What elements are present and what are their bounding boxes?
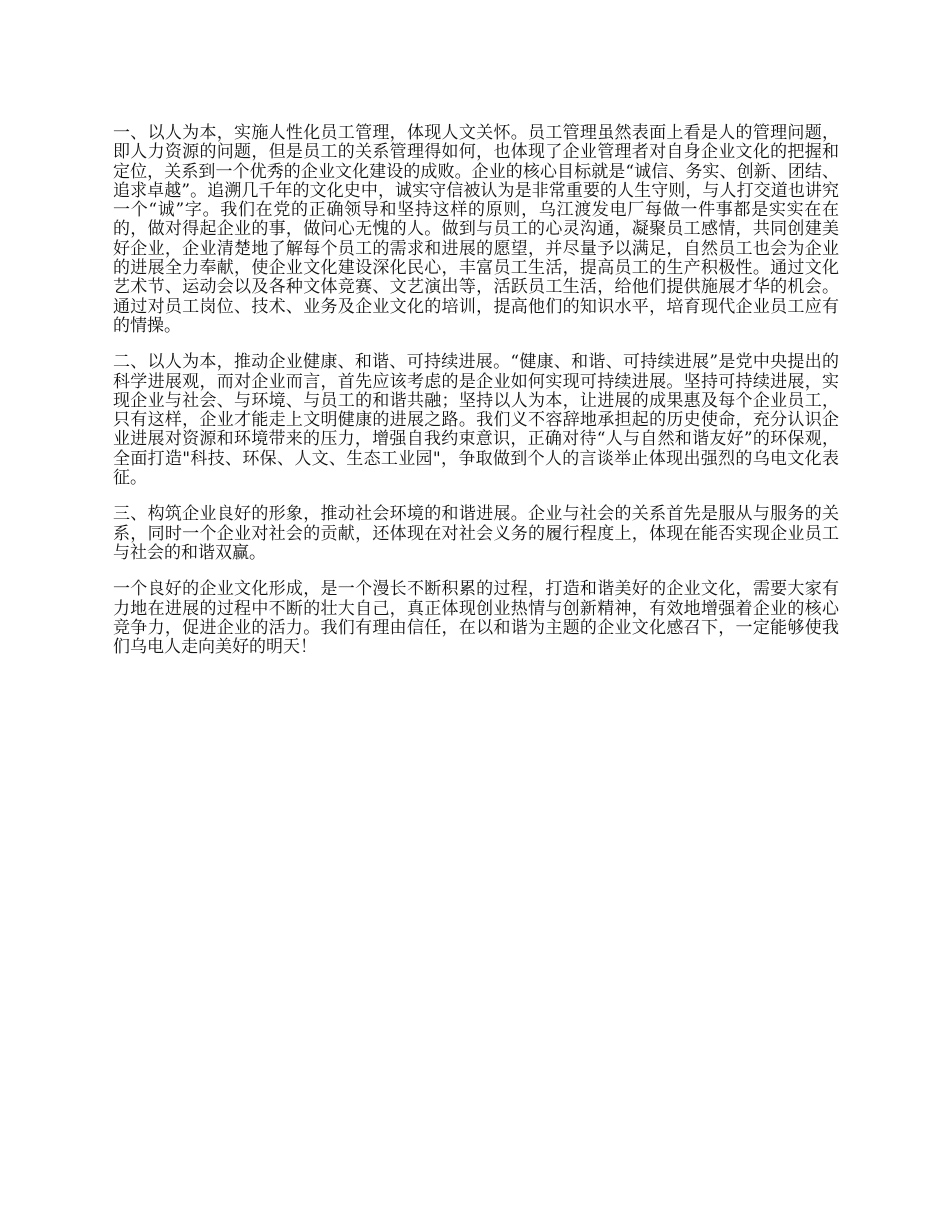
paragraph-1: 一、以人为本，实施人性化员工管理，体现人文关怀。员工管理虽然表面上看是人的管理问题，即人力资源的问题，但是员工的关系管理得如何，也体现了企业管理者对自身企业文化的把握和定位，关系到一个优秀的企业文化建设的成败。企业的核心目标就是“诚信、务实、创新、团结、追求卓越”。追溯几千年的文化史中，诚实守信被认为是非常重要的人生守则，与人打交道也讲究一个“诚”字。我们在党的正确领导和坚持这样的原则，乌江渡发电厂每做一件事都是实实在在的，做对得起企业的事，做问心无愧的人。做到与员工的心灵沟通，凝聚员工感情，共同创建美好企业，企业清楚地了解每个员工的需求和进展的愿望，并尽量予以满足，自然员工也会为企业的进展全力奉献，使企业文化建设深化民心，丰富员工生活，提高员工的生产积极性。通过文化艺术节、运动会以及各种文体竞赛、文艺演出等，活跃员工生活，给他们提供施展才华的机会。通过对员工岗位、技术、业务及企业文化的培训，提高他们的知识水平，培育现代企业员工应有的情操。 (113, 123, 839, 336)
paragraph-4: 一个良好的企业文化形成，是一个漫长不断积累的过程，打造和谐美好的企业文化，需要大家有力地在进展的过程中不断的壮大自己，真正体现创业热情与创新精神，有效地增强着企业的核心竞争力，促进企业的活力。我们有理由信任，在以和谐为主题的企业文化感召下，一定能够使我们乌电人走向美好的明天！ (113, 579, 839, 658)
paragraph-2: 二、以人为本，推动企业健康、和谐、可持续进展。“健康、和谐、可持续进展”是党中央提出的科学进展观，而对企业而言，首先应该考虑的是企业如何实现可持续进展。坚持可持续进展，实现企业与社会、与环境、与员工的和谐共融；坚持以人为本，让进展的成果惠及每个企业员工，只有这样，企业才能走上文明健康的进展之路。我们义不容辞地承担起的历史使命，充分认识企业进展对资源和环境带来的压力，增强自我约束意识，正确对待“人与自然和谐友好”的环保观，全面打造"科技、环保、人文、生态工业园"，争取做到个人的言谈举止体现出强烈的乌电文化表征。 (113, 352, 839, 489)
document-body (113, 124, 839, 674)
paragraph-3: 三、构筑企业良好的形象，推动社会环境的和谐进展。企业与社会的关系首先是服从与服务的关系，同时一个企业对社会的贡献，还体现在对社会义务的履行程度上，体现在能否实现企业员工与社会的和谐双赢。 (113, 504, 839, 563)
